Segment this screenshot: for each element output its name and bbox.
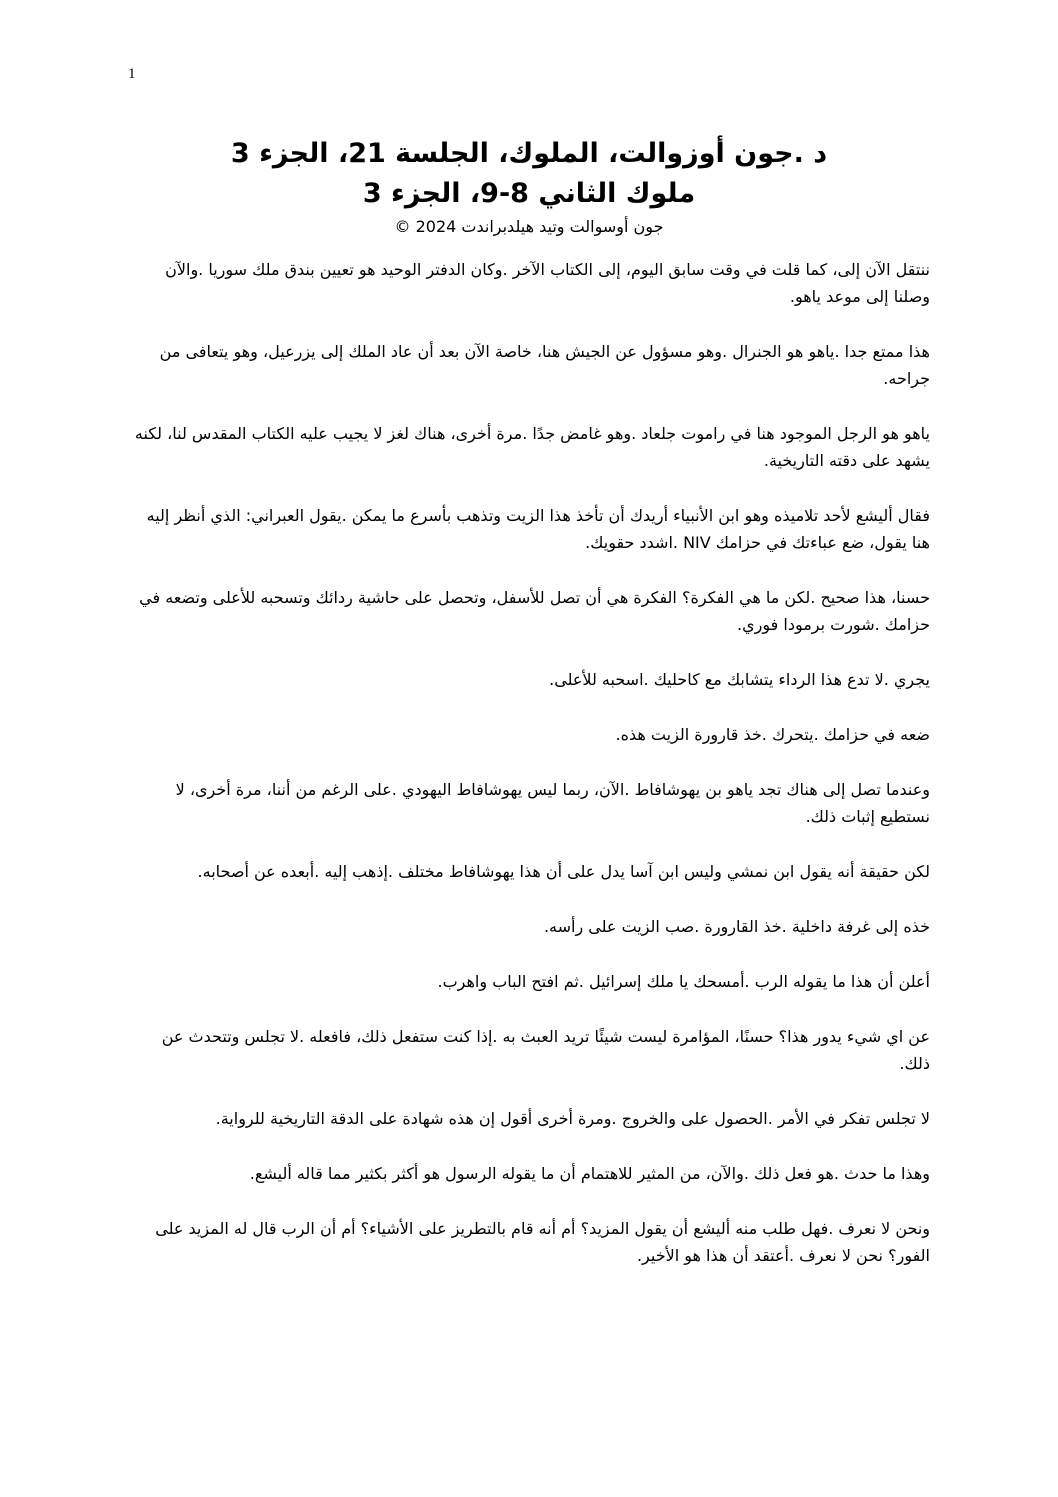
paragraph: يجري .لا تدع هذا الرداء يتشابك مع كاحليك .اسحبه للأعلى.	[549, 670, 930, 689]
copyright-notice: جون أوسوالت وتيد هيلدبراندت 2024 ©	[394, 217, 664, 236]
paragraph: وهذا ما حدث .هو فعل ذلك .والآن، من المثير للاهتمام أن ما يقوله الرسول هو أكثر بكثير مما قاله أليشع.	[249, 1164, 930, 1183]
document-title: د .جون أوزوالت، الملوك، الجلسة 21، الجزء 3	[230, 138, 828, 169]
paragraph: عن اي شيء يدور هذا؟ حسنًا، المؤامرة ليست شيئًا تريد العبث به .إذا كنت ستفعل ذلك، فافعله .لا تجلس وتتحدث عن ذلك.	[161, 1027, 930, 1073]
paragraph: لكن حقيقة أنه يقول ابن نمشي وليس ابن آسا يدل على أن هذا يهوشافاط مختلف .إذهب إليه .أبعده عن أصحابه.	[197, 862, 930, 881]
paragraph: هذا ممتع جدا .ياهو هو الجنرال .وهو مسؤول عن الجيش هنا، خاصة الآن بعد أن عاد الملك إلى يزرعيل، وهو يتعافى من جراحه.	[159, 342, 930, 388]
paragraph: ننتقل الآن إلى، كما قلت في وقت سابق اليوم، إلى الكتاب الآخر .وكان الدفتر الوحيد هو تعيين بندق ملك سوريا .والآن وصلنا إلى موعد ياهو.	[165, 260, 930, 306]
paragraph: فقال أليشع لأحد تلاميذه وهو ابن الأنبياء أريدك أن تأخذ هذا الزيت وتذهب بأسرع ما يمكن .يقول العبراني: الذي أنظر إليه هنا يقول، ضع عباءتك في حزامك NIV .اشدد حقويك.	[146, 506, 930, 552]
paragraph: ونحن لا نعرف .فهل طلب منه أليشع أن يقول المزيد؟ أم أنه قام بالتطريز على الأشياء؟ أم أن الرب قال له المزيد على الفور؟ نحن لا نعرف .أعتقد أن هذا هو الأخير.	[155, 1219, 930, 1265]
document-body	[132, 256, 930, 1297]
paragraph: ياهو هو الرجل الموجود هنا في راموت جلعاد .وهو غامض جدًا .مرة أخرى، هناك لغز لا يجيب عليه الكتاب المقدس لنا، لكنه يشهد على دقته التاريخية.	[134, 424, 930, 470]
paragraph: ضعه في حزامك .يتحرك .خذ قارورة الزيت هذه.	[615, 725, 930, 744]
paragraph: وعندما تصل إلى هناك تجد ياهو بن يهوشافاط .الآن، ربما ليس يهوشافاط اليهودي .على الرغم من أننا، مرة أخرى، لا نستطيع إثبات ذلك.	[175, 780, 930, 826]
paragraph: خذه إلى غرفة داخلية .خذ القارورة .صب الزيت على رأسه.	[543, 917, 930, 936]
page-number: 1	[128, 66, 136, 82]
paragraph: حسنا، هذا صحيح .لكن ما هي الفكرة؟ الفكرة هي أن تصل للأسفل، وتحصل على حاشية ردائك وتسحبه للأعلى وتضعه في حزامك .شورت برمودا فوري.	[139, 588, 930, 634]
document-subtitle: ملوك الثاني 8-9، الجزء 3	[362, 178, 696, 209]
paragraph: أعلن أن هذا ما يقوله الرب .أمسحك يا ملك إسرائيل .ثم افتح الباب واهرب.	[437, 972, 930, 991]
paragraph: لا تجلس تفكر في الأمر .الحصول على والخروج .ومرة أخرى أقول إن هذه شهادة على الدقة التاريخية للرواية.	[215, 1109, 930, 1128]
title-block	[0, 134, 1058, 240]
